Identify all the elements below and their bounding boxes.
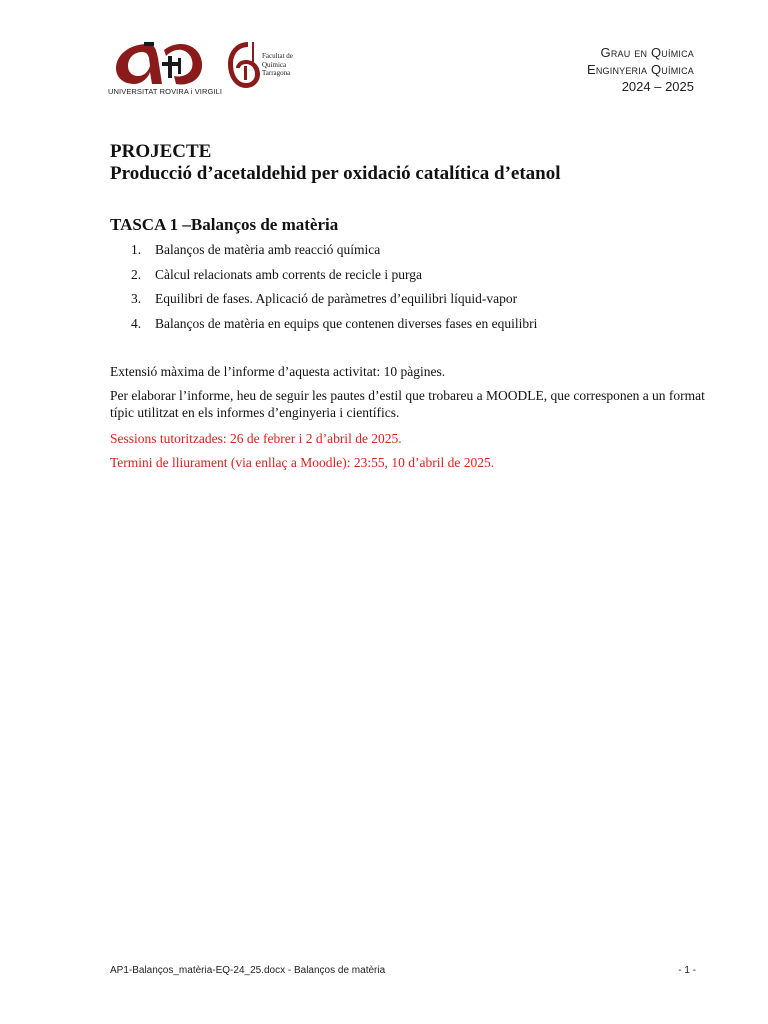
list-item-number: 1. — [131, 242, 142, 257]
list-item — [110, 314, 538, 339]
task-list — [110, 240, 538, 338]
list-item — [110, 265, 423, 290]
list-item-number: 4. — [131, 315, 142, 331]
footer-document-name: AP1-Balanços_matèria-EQ-24_25.docx - Balanços de matèria — [110, 965, 386, 976]
faculty-logo-line: Facultat de — [262, 52, 293, 60]
header-degree-info — [587, 44, 694, 95]
degree-line-2: Enginyeria Química — [586, 62, 694, 77]
university-logo — [108, 40, 230, 100]
university-logo-caption: UNIVERSITAT ROVIRA i VIRGILI — [108, 87, 223, 96]
faculty-chemistry-logo-icon — [226, 40, 262, 90]
urv-logo-icon — [108, 40, 230, 86]
faculty-logo-line: Tarragona — [262, 69, 291, 77]
faculty-logo-line: Química — [262, 60, 287, 69]
list-item-text: Càlcul relacionats amb corrents de recicle i purga — [155, 266, 423, 282]
list-item — [110, 289, 518, 314]
list-item-number: 3. — [131, 291, 142, 306]
report-guidelines-text: Per elaborar l’informe, heu de seguir les pautes d’estil que trobareu a MOODLE, que corresponen a un format típic utilitzat en els informes d’enginyeria i científics. — [110, 388, 705, 420]
faculty-logo-text — [262, 52, 293, 78]
footer-page-number: - 1 - — [678, 965, 696, 976]
report-extent-text: Extensió màxima de l’informe d’aquesta activitat: 10 pàgines. — [110, 364, 446, 379]
list-item — [110, 240, 381, 265]
list-item-text: Equilibri de fases. Aplicació de paràmetres d’equilibri líquid-vapor — [155, 291, 518, 306]
list-item-text: Balanços de matèria en equips que contenen diverses fases en equilibri — [155, 315, 538, 331]
list-item-text: Balanços de matèria amb reacció química — [155, 242, 381, 257]
degree-line-1: Grau en Química — [600, 45, 694, 60]
task-heading: TASCA 1 –Balanços de matèria — [110, 215, 339, 234]
faculty-logo — [226, 40, 306, 90]
project-label: PROJECTE — [110, 141, 212, 162]
tutored-sessions-text: Sessions tutoritzades: 26 de febrer i 2 d’abril de 2025. — [110, 431, 402, 446]
project-title: Producció d’acetaldehid per oxidació catalítica d’etanol — [110, 163, 561, 184]
list-item-number: 2. — [131, 266, 142, 282]
deadline-text: Termini de lliurament (via enllaç a Moodle): 23:55, 10 d’abril de 2025. — [110, 455, 495, 470]
academic-year: 2024 – 2025 — [621, 79, 694, 94]
